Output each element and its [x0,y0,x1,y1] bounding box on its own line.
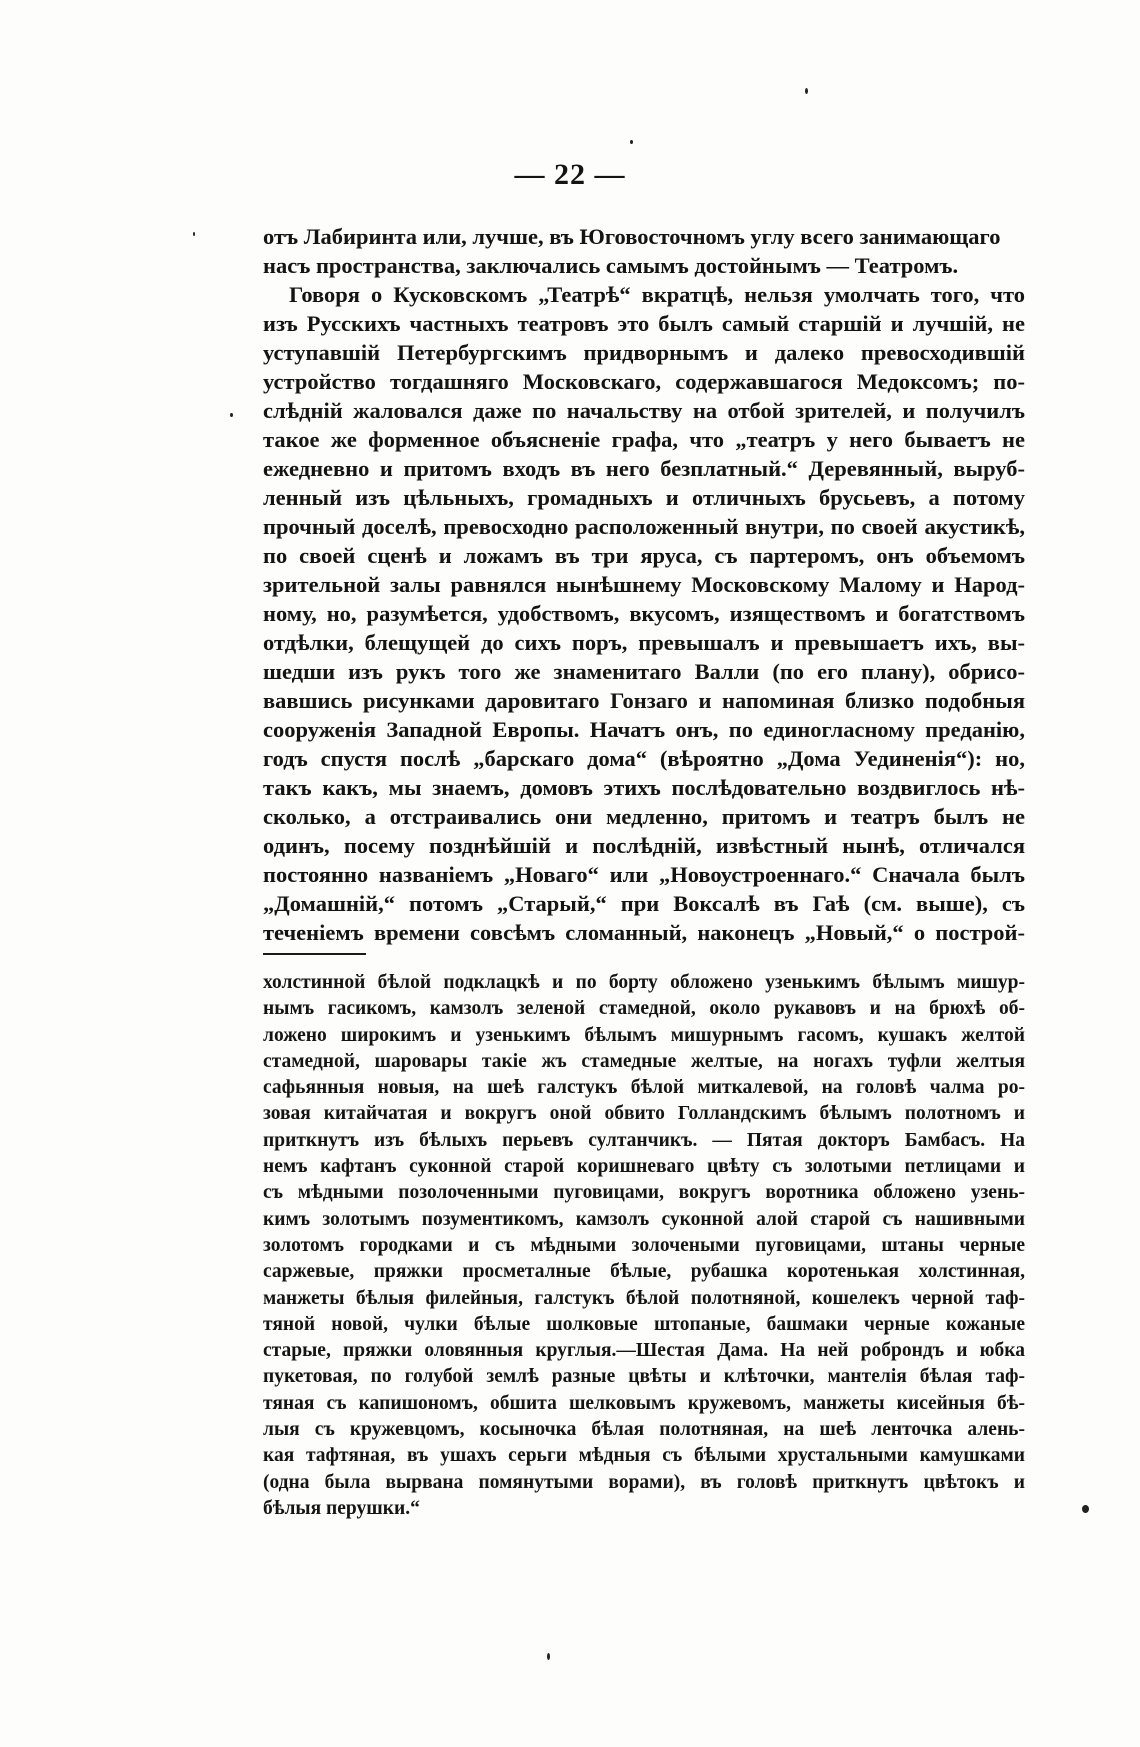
text-line: насъ пространства, заключались самымъ достойнымъ — Театромъ. [263,253,959,278]
text-line: прочный доселѣ, превосходно расположенный внутри, по своей акустикѣ, [263,514,1025,539]
text-line: вавшись рисунками даровитаго Гонзаго и напоминая близко подобныя [263,688,1025,713]
text-line: уступавшій Петербургскимъ придворнымъ и далеко превосходившій [263,340,1025,365]
text-line: слѣдній жаловался даже по начальству на отбой зрителей, и получилъ [263,398,1025,423]
footnote-line: тяная съ капишономъ, обшита шелковымъ кружевомъ, манжеты кисейныя бѣ- [263,1392,1025,1414]
footnote-line: бѣлыя перушки.“ [263,1497,420,1519]
footnote-line: зовая китайчатая и вокругъ оной обвито Голландскимъ бѣлымъ полотномъ и [263,1103,1025,1125]
text-line: шедши изъ рукъ того же знаменитаго Валли (по его плану), обрисо- [263,659,1025,684]
footnote-line: стамедной, шаровары такіе жъ стамедные желтые, на ногахъ туфли желтыя [263,1050,1025,1072]
scan-speck [193,232,195,236]
text-line: отдѣлки, блещущей до сихъ поръ, превышалъ и превышаетъ ихъ, вы- [263,630,1025,655]
text-line: Говоря о Кусковскомъ „Театрѣ“ вкратцѣ, нельзя умолчать того, что [289,282,1025,307]
footnote-line: тяной новой, чулки бѣлые шолковые штопаные, башмаки черные кожаные [263,1313,1025,1335]
text-line: устройство тогдашняго Московскаго, содержавшагося Медоксомъ; по- [263,369,1025,394]
text-line: такъ какъ, мы знаемъ, домовъ этихъ послѣдовательно воздвиглось нѣ- [263,775,1025,800]
text-line: ежедневно и притомъ входъ въ него безплатный.“ Деревянный, выруб- [263,456,1025,481]
footnote-line: сафьянныя новыя, на шеѣ галстукъ бѣлой миткалевой, на головѣ чалма ро- [263,1077,1025,1099]
footnote-line: ложено широкимъ и узенькимъ бѣлымъ мишурнымъ гасомъ, кушакъ желтой [263,1024,1025,1046]
text-line: по своей сценѣ и ложамъ въ три яруса, съ партеромъ, онъ объемомъ [263,543,1025,568]
footnote-line: пукетовая, по голубой землѣ разные цвѣты и клѣточки, мантелія бѣлая таф- [263,1366,1025,1388]
text-line: постоянно названіемъ „Новаго“ или „Новоустроеннаго.“ Сначала былъ [263,862,1025,887]
footnote-divider [263,953,366,955]
text-line: теченіемъ времени совсѣмъ сломанный, наконецъ „Новый,“ о построй- [263,920,1025,945]
text-line: такое же форменное объясненіе графа, что „театръ у него бываетъ не [263,427,1025,452]
text-line: сооруженія Западной Европы. Начатъ онъ, по единогласному преданію, [263,717,1025,742]
footnote-line: лыя съ кружевцомъ, косыночка бѣлая полотняная, на шеѣ ленточка алень- [263,1419,1025,1441]
footnote-block [263,970,1025,1522]
scan-speck [547,1653,550,1660]
text-line: зрительной залы равнялся нынѣшнему Московскому Малому и Народ- [263,572,1025,597]
footnote-line: холстинной бѣлой подклацкѣ и по борту обложено узенькимъ бѣлымъ мишур- [263,972,1025,993]
text-line: изъ Русскихъ частныхъ театровъ это былъ самый старшій и лучшій, не [263,311,1025,336]
text-line: ленный изъ цѣльныхъ, громадныхъ и отличныхъ брусьевъ, а потому [263,485,1025,510]
scan-speck [805,88,808,94]
text-line: „Домашній,“ потомъ „Старый,“ при Воксалѣ въ Гаѣ (см. выше), съ [263,891,1025,916]
footnote-line: съ мѣдными позолоченными пуговицами, вокругъ воротника обложено узень- [263,1182,1025,1204]
text-line: ному, но, разумѣется, удобствомъ, вкусомъ, изяществомъ и богатствомъ [263,601,1025,626]
footnote-line: (одна была вырвана помянутыми ворами), въ головѣ приткнутъ цвѣтокъ и [263,1471,1025,1493]
main-text-block [263,222,1025,947]
page-number: — 22 — [514,158,626,191]
footnote-line: нымъ гасикомъ, камзолъ зеленой стамедной, около рукавовъ и на брюхѣ об- [263,998,1025,1020]
scan-speck [230,413,233,417]
footnote-line: немъ кафтанъ суконной старой коришневаго цвѣту съ золотыми петлицами и [263,1156,1025,1178]
scan-speck [630,140,633,144]
footnote-line: кимъ золотымъ позументикомъ, камзолъ суконной алой старой съ нашивными [263,1208,1025,1230]
text-line: отъ Лабиринта или, лучше, въ Юговосточномъ углу всего занимающаго [263,224,1001,249]
footnote-line: приткнутъ изъ бѣлыхъ перьевъ султанчикъ. — Пятая докторъ Бамбасъ. На [263,1129,1025,1151]
text-line: сколько, а отстраивались они медленно, притомъ и театръ былъ не [263,804,1025,829]
scan-speck [1082,1505,1089,1513]
footnote-line: золотомъ городками и съ мѣдными золочеными пуговицами, штаны черные [263,1234,1025,1256]
text-line: одинъ, посему позднѣйшій и послѣдній, извѣстный нынѣ, отличался [263,833,1025,858]
footnote-line: старые, пряжки оловянныя круглыя.—Шестая Дама. На ней роброндъ и юбка [263,1340,1025,1362]
footnote-line: манжеты бѣлыя филейныя, галстукъ бѣлой полотняной, кошелекъ черной таф- [263,1287,1025,1309]
footnote-line: кая тафтяная, въ ушахъ серьги мѣдныя съ бѣлыми хрустальными камушками [263,1445,1025,1467]
footnote-line: саржевые, пряжки просметалные бѣлые, рубашка коротенькая холстинная, [263,1261,1025,1283]
text-line: годъ спустя послѣ „барскаго дома“ (вѣроятно „Дома Уединенія“): но, [263,746,1025,771]
